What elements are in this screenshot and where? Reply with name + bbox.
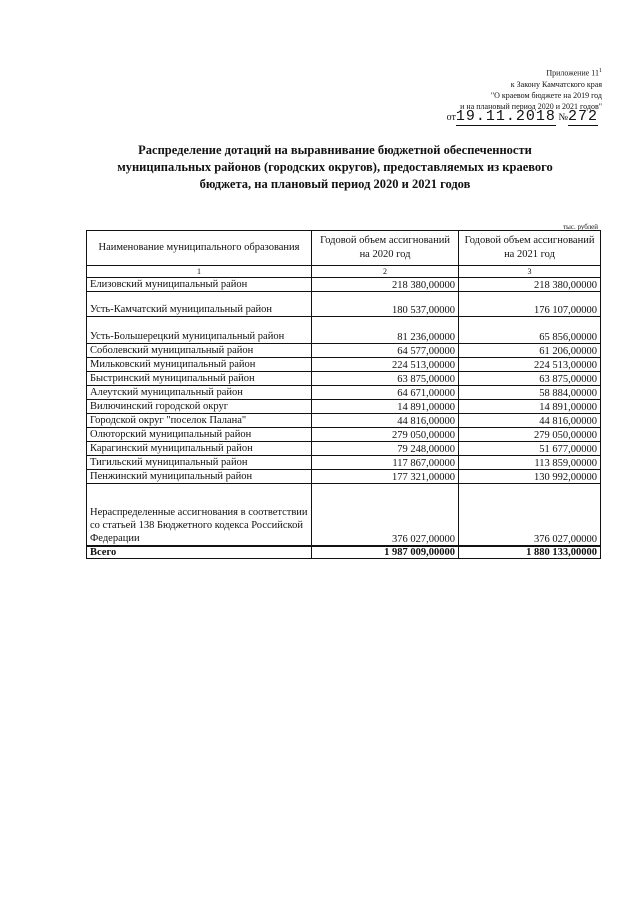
- row-value-2021: 130 992,00000: [459, 470, 601, 484]
- row-value-2020: 44 816,00000: [312, 414, 459, 428]
- row-value-2021: 279 050,00000: [459, 428, 601, 442]
- table-row: [87, 317, 601, 344]
- row-name: Усть-Камчатский муниципальный район: [87, 292, 312, 317]
- row-name: Городской округ "поселок Палана": [87, 414, 312, 428]
- total-label: Всего: [87, 546, 312, 559]
- header-2020: Годовой объем ассигнований на 2020 год: [312, 231, 459, 266]
- table-row: [87, 278, 601, 292]
- decree-number: 272: [567, 108, 598, 125]
- decree-date: 19.11.2018: [455, 108, 556, 125]
- row-name: Олюторский муниципальный район: [87, 428, 312, 442]
- row-name: Пенжинский муниципальный район: [87, 470, 312, 484]
- row-value-2021: 44 816,00000: [459, 414, 601, 428]
- row-value-2020: 224 513,00000: [312, 358, 459, 372]
- row-value-2021: 113 859,00000: [459, 456, 601, 470]
- row-value-2021: 58 884,00000: [459, 386, 601, 400]
- row-name: Тигильский муниципальный район: [87, 456, 312, 470]
- table-row: [87, 292, 601, 317]
- appendix-title: Приложение $11^1$: [546, 68, 602, 78]
- total-2020: 1 987 009,00000: [312, 546, 459, 559]
- row-value-2021: 376 027,00000: [459, 484, 601, 546]
- row-name: Вилючинский городской округ: [87, 400, 312, 414]
- row-value-2020: 117 867,00000: [312, 456, 459, 470]
- row-value-2020: 81 236,00000: [312, 317, 459, 344]
- row-value-2021: 65 856,00000: [459, 317, 601, 344]
- row-value-2021: 224 513,00000: [459, 358, 601, 372]
- table-header-row: [87, 231, 601, 266]
- row-value-2020: 14 891,00000: [312, 400, 459, 414]
- table-row: [87, 386, 601, 400]
- table-row: [87, 344, 601, 358]
- row-value-2020: 218 380,00000: [312, 278, 459, 292]
- table-row: [87, 358, 601, 372]
- row-name: Соболевский муниципальный район: [87, 344, 312, 358]
- table-row: [87, 428, 601, 442]
- unit-label: тыс. рублей: [563, 223, 598, 231]
- row-value-2021: 218 380,00000: [459, 278, 601, 292]
- row-value-2020: 63 875,00000: [312, 372, 459, 386]
- col-number: 1: [87, 266, 312, 278]
- law-name: "О краевом бюджете на 2019 год: [490, 90, 602, 100]
- col-number: 2: [312, 266, 459, 278]
- appendix-header: [302, 66, 602, 112]
- column-number-row: [87, 266, 601, 278]
- header-2021: Годовой объем ассигнований на 2021 год: [459, 231, 601, 266]
- row-value-2020: 376 027,00000: [312, 484, 459, 546]
- allocation-table: [86, 230, 601, 559]
- row-value-2020: 79 248,00000: [312, 442, 459, 456]
- row-value-2020: 64 671,00000: [312, 386, 459, 400]
- row-value-2020: 177 321,00000: [312, 470, 459, 484]
- table-row: [87, 484, 601, 546]
- law-period: и на плановый период 2020 и 2021 годов": [460, 101, 602, 111]
- row-value-2021: 14 891,00000: [459, 400, 601, 414]
- table-row: [87, 372, 601, 386]
- decree-line: [447, 108, 598, 125]
- table-row: [87, 442, 601, 456]
- row-value-2021: 63 875,00000: [459, 372, 601, 386]
- row-value-2021: 176 107,00000: [459, 292, 601, 317]
- total-row: [87, 546, 601, 559]
- table-row: [87, 470, 601, 484]
- table-row: [87, 400, 601, 414]
- document-title: Распределение дотаций на выравнивание бюджетной обеспеченности муниципальных районов (городских округов), предоставляемых из краевого бюджета, на плановый период 2020 и 2021 годов: [117, 143, 553, 191]
- row-value-2021: 51 677,00000: [459, 442, 601, 456]
- row-name: Мильковский муниципальный район: [87, 358, 312, 372]
- decree-prefix: от: [446, 112, 456, 123]
- total-2021: 1 880 133,00000: [459, 546, 601, 559]
- row-name: Усть-Большерецкий муниципальный район: [87, 317, 312, 344]
- decree-number-prefix: №: [558, 112, 568, 123]
- row-name: Быстринский муниципальный район: [87, 372, 312, 386]
- row-value-2020: 64 577,00000: [312, 344, 459, 358]
- row-value-2021: 61 206,00000: [459, 344, 601, 358]
- row-name: Елизовский муниципальный район: [87, 278, 312, 292]
- row-name: Нераспределенные ассигнования в соответствии со статьей 138 Бюджетного кодекса Российской Федерации: [87, 484, 312, 546]
- table-row: [87, 414, 601, 428]
- row-value-2020: 279 050,00000: [312, 428, 459, 442]
- col-number: 3: [459, 266, 601, 278]
- row-value-2020: 180 537,00000: [312, 292, 459, 317]
- law-reference: к Закону Камчатского края: [510, 79, 602, 89]
- table-row: [87, 456, 601, 470]
- header-name: Наименование муниципального образования: [87, 231, 312, 266]
- row-name: Алеутский муниципальный район: [87, 386, 312, 400]
- row-name: Карагинский муниципальный район: [87, 442, 312, 456]
